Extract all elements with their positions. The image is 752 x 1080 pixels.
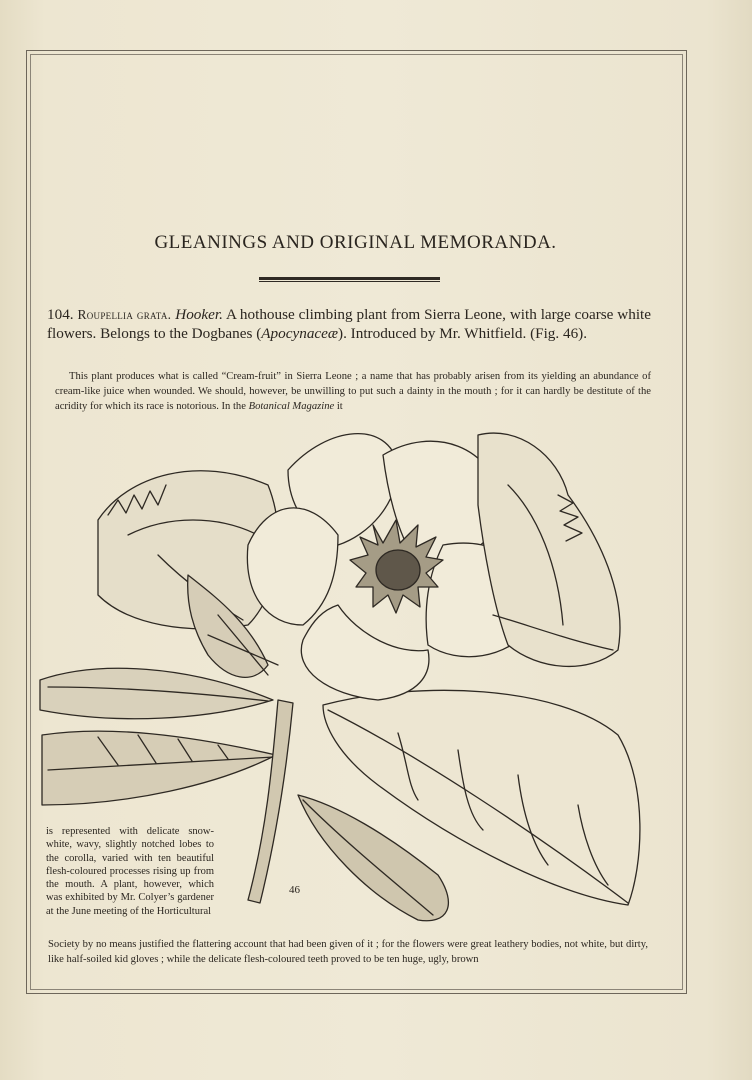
side-paragraph: is represented with delicate snow-white, wavy, slightly notched lobes to the corolla, varied with ten beautiful flesh-coloured processes rising up from the mouth. A plant, however, which was exhibited by Mr. Colyer’s gardener at the June meeting of the Horticultural	[46, 826, 214, 917]
title-rule	[259, 277, 440, 280]
entry-heading	[47, 305, 651, 343]
page-title: GLEANINGS AND ORIGINAL MEMORANDA.	[154, 232, 557, 253]
body-paragraph-end: it	[334, 401, 343, 412]
figure-number: 46	[289, 884, 300, 896]
entry-description-2: ). Introduced by Mr. Whitfield. (Fig. 46).	[338, 325, 588, 342]
body-paragraph-text: This plant produces what is called “Cream-fruit” in Sierra Leone ; a name that has probably arisen from its yielding an abundance of cream-like juice when wounded. We should, however, be unwilling to put such a dainty in the mouth ; for it can hardly be destitute of the acridity for which its race is notorious. In the	[55, 371, 651, 412]
entry-family: Apocynaceæ	[261, 325, 339, 342]
entry-name: Roupellia grata.	[77, 307, 172, 322]
title-rule-thin	[259, 281, 440, 282]
entry-description-1: A hothouse climbing plant from Sierra Leone, with large coarse white flowers. Belongs to the Dogbanes (	[47, 306, 652, 342]
tail-paragraph: Society by no means justified the flattering account that had been given of it ; for the flowers were great leathery bodies, not white, but dirty, like half-soiled kid gloves ; while the delicate flesh-coloured teeth proved to be ten huge, ugly, brown	[48, 939, 648, 965]
entry-authority: Hooker.	[175, 306, 223, 323]
magazine-name: Botanical Magazine	[248, 401, 335, 412]
entry-number: 104.	[47, 306, 74, 323]
body-paragraph	[55, 369, 651, 414]
